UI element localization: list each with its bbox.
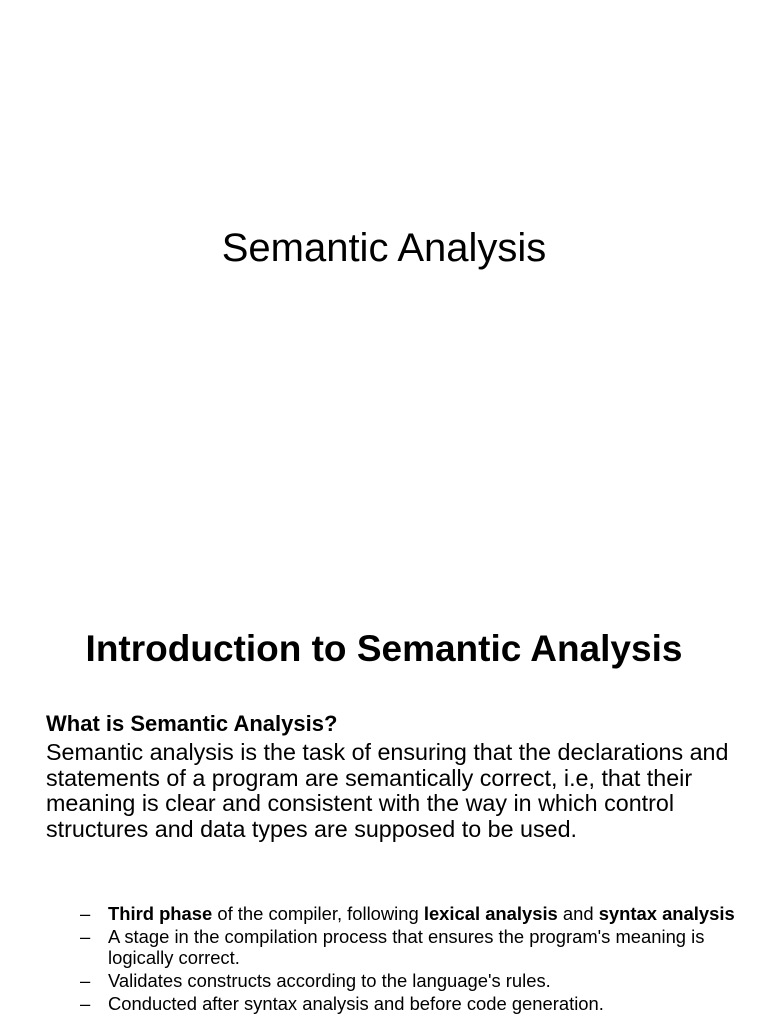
definition-paragraph: Semantic analysis is the task of ensuring that the declarations and statements of a program are semantically correct, i.e, that their meaning is clear and consistent with the way in which control structures and data types are supposed to be used.	[46, 739, 729, 842]
bullet-text: of the compiler, following	[212, 903, 424, 924]
bullet-bold-text: lexical analysis	[423, 903, 558, 924]
bullet-marker: –	[80, 926, 91, 947]
bullet-marker: –	[80, 993, 91, 1014]
bullet-item	[80, 903, 760, 924]
subheading: What is Semantic Analysis?	[46, 711, 338, 736]
slide-title: Semantic Analysis	[221, 226, 547, 270]
bullet-text: and	[557, 903, 599, 924]
bullet-item	[80, 970, 760, 991]
bullet-text: A stage in the compilation process that ensures the program's meaning is logically correct.	[108, 926, 705, 968]
bullet-marker: –	[80, 903, 91, 924]
bullet-item	[80, 926, 760, 968]
bullet-text: Validates constructs according to the language's rules.	[108, 970, 551, 991]
bullet-bold-text: Third phase	[108, 903, 213, 924]
bullet-bold-text: syntax analysis	[598, 903, 735, 924]
section-title: Introduction to Semantic Analysis	[85, 628, 683, 669]
bullet-marker: –	[80, 970, 91, 991]
bullet-text: Conducted after syntax analysis and before code generation.	[108, 993, 604, 1014]
bullet-list	[80, 903, 760, 1016]
bullet-item	[80, 993, 760, 1014]
